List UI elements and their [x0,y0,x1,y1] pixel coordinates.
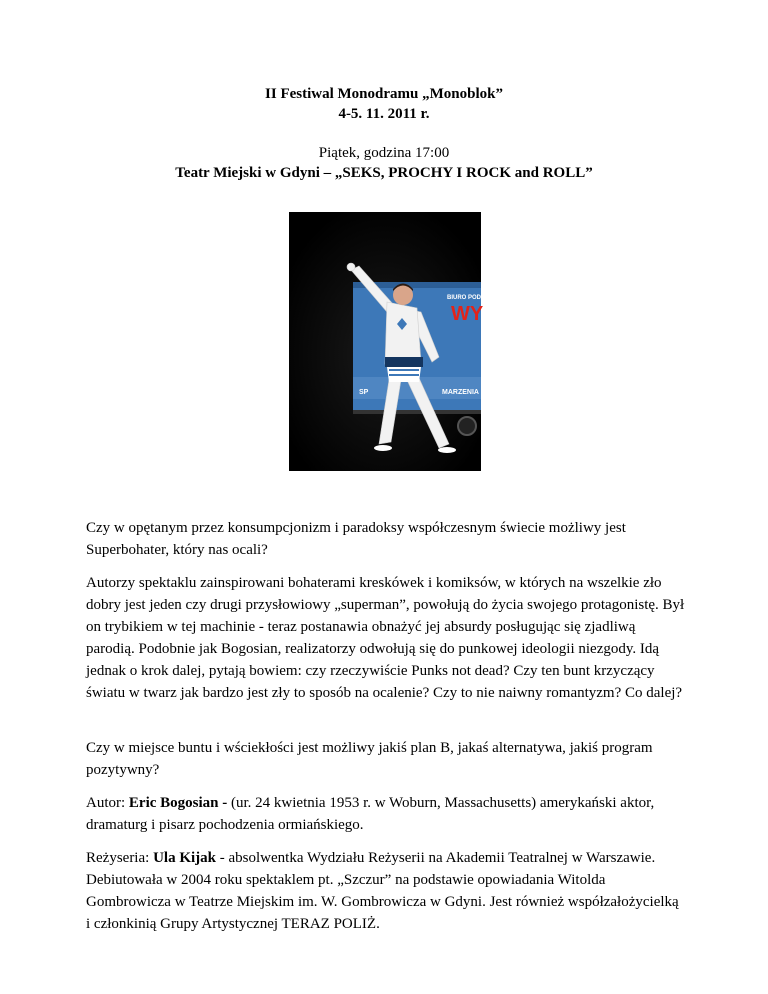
author-bio: (ur. 24 kwietnia 1953 r. w Woburn, Massachusetts) amerykański aktor, dramaturg i pisarz pochodzenia ormiańskiego. [86,795,655,833]
performance-photo [289,212,491,471]
paragraph-intro: Czy w opętanym przez konsumpcjonizm i paradoksy współczesnym świecie możliwy jest Superbohater, który nas ocali? [86,520,626,558]
performance-time: Piątek, godzina 17:00 [318,145,450,161]
actor-on-stage-image [289,212,491,471]
paragraph-author [86,792,686,836]
author-label: Autor: [86,795,129,811]
performance-title: Teatr Miejski w Gdyni – „SEKS, PROCHY I ROCK and ROLL” [175,165,593,181]
banner-top-text: BIURO PODRO [447,295,491,301]
paragraph-director [86,847,686,935]
banner-bottom-text: MARZENIA [442,389,479,396]
director-name: Ula Kijak [153,850,216,866]
banner-logo-text: WY [451,303,484,325]
festival-dates: 4-5. 11. 2011 r. [338,106,430,122]
director-bio: - absolwentka Wydziału Reżyserii na Akademii Teatralnej w Warszawie. Debiutowała w 2004 roku spektaklem pt. „Szczur” na podstawie opowiadania Witolda Gombrowicza w Teatrze Miejskim im. W. Gombrowicza w Gdyni. Jest również współzałożycielką i członkinią Grupy Artystycznej TERAZ POLIŻ. [86,850,679,932]
festival-title: II Festiwal Monodramu „Monoblok” [265,86,503,102]
paragraph-description: Autorzy spektaklu zainspirowani bohaterami kreskówek i komiksów, w których na wszelkie zło dobry jest jeden czy drugi przysłowiowy „superman”, powołują do życia swojego protagonistę. Był on trybikiem w tej machinie - teraz postanawia obnażyć jej absurdy posługując się zjadliwą parodią. Podobnie jak Bogosian, realizatorzy odwołują się do punkowej ideologii niezgody. Idą jednak o krok dalej, pytają bowiem: czy rzeczywiście Punks not dead? Czy ten bunt krzyczący światu w twarz jak bardzo jest zły to sposób na ocalenie? Czy to nie naiwny romantyzm? Co dalej? [86,575,685,701]
paragraph-question: Czy w miejsce buntu i wściekłości jest możliwy jakiś plan B, jakaś alternatywa, jakiś program pozytywny? [86,740,653,778]
author-name: Eric Bogosian - [128,795,228,811]
banner-left-text: SP [359,389,369,396]
director-label: Reżyseria: [86,850,154,866]
